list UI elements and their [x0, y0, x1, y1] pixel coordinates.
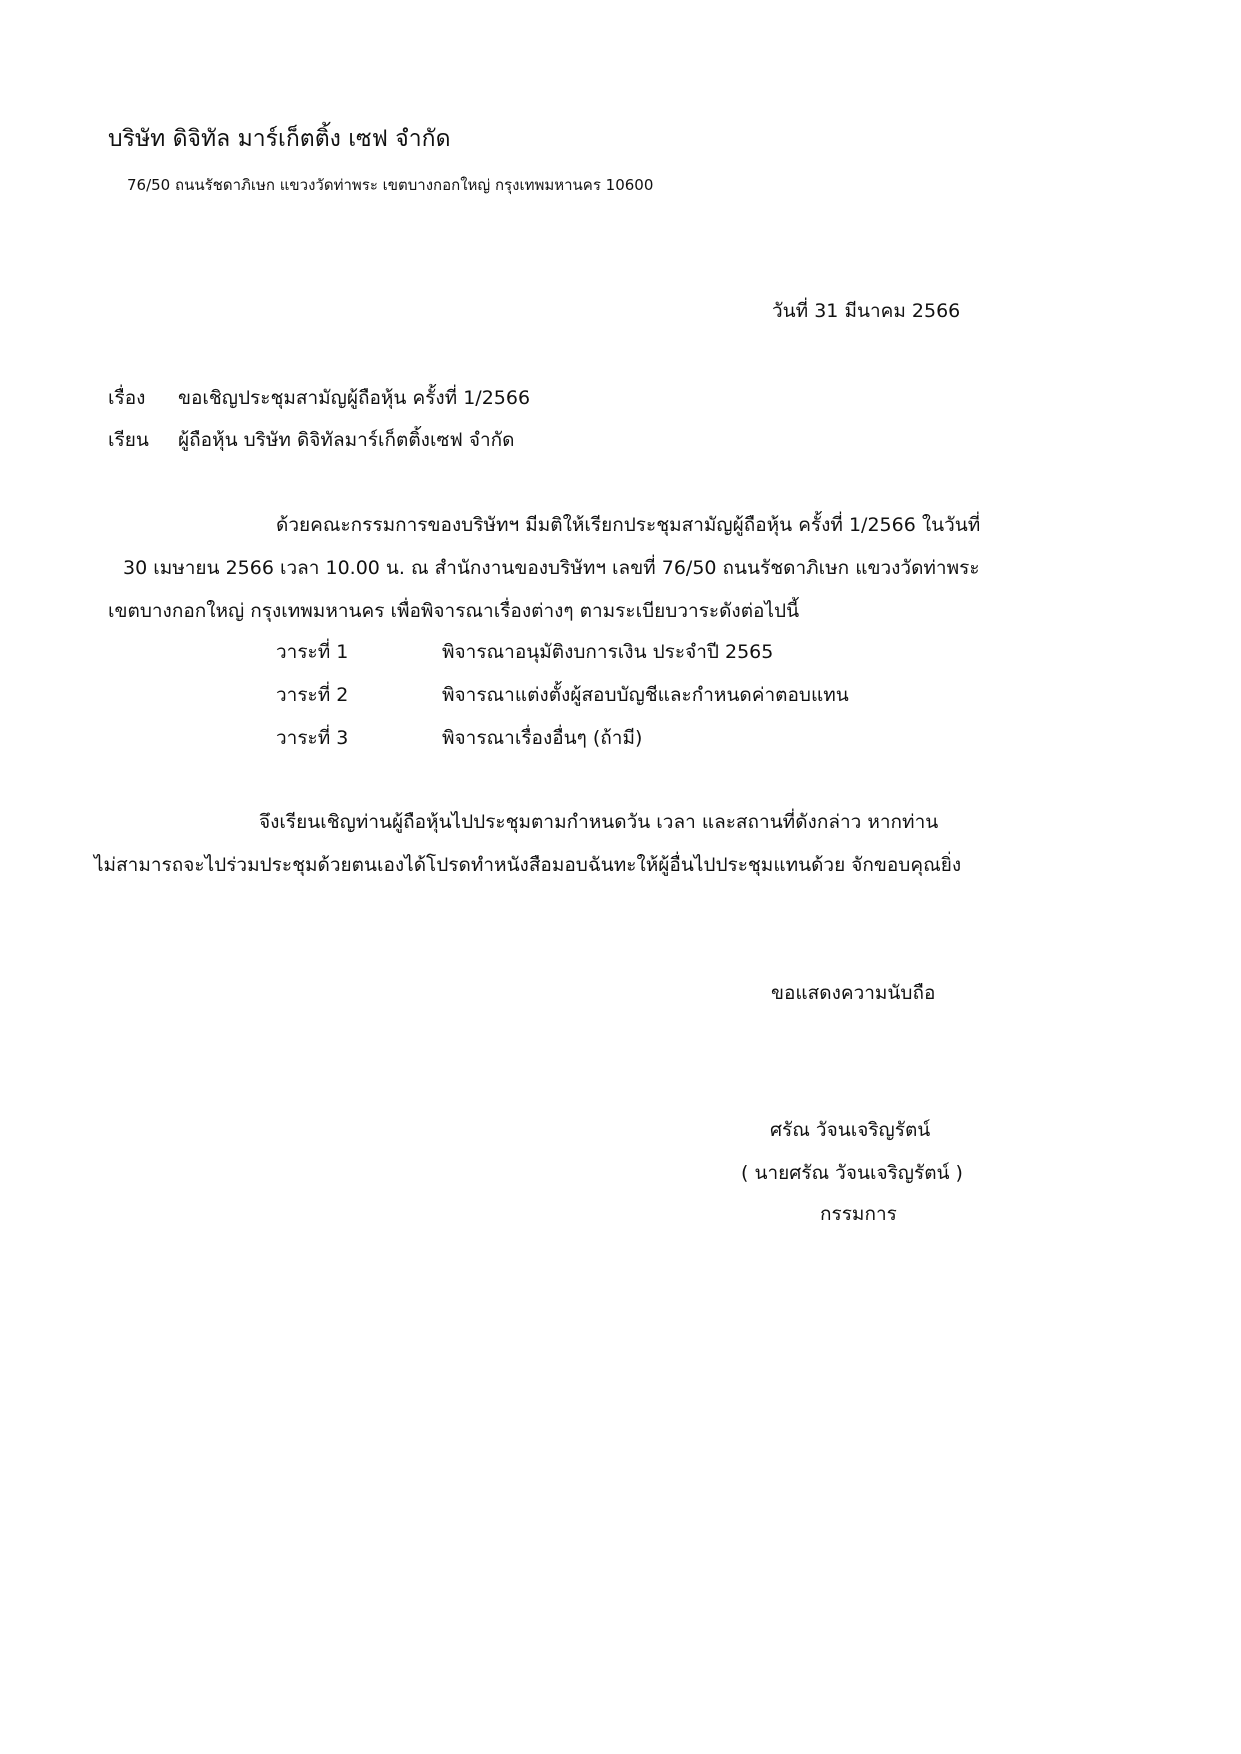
body-paragraph-line: เขตบางกอกใหญ่ กรุงเทพมหานคร เพื่อพิจารณาเรื่องต่างๆ ตามระเบียบวาระดังต่อไปนี้ — [108, 600, 800, 622]
subject-line — [108, 389, 530, 408]
company-address: 76/50 ถนนรัชดาภิเษก แขวงวัดท่าพระ เขตบางกอกใหญ่ กรุงเทพมหานคร 10600 — [127, 176, 654, 194]
addressee-text: ผู้ถือหุ้น บริษัท ดิจิทัลมาร์เก็ตติ้งเซฟ จำกัด — [178, 429, 515, 451]
agenda-text: พิจารณาอนุมัติงบการเงิน ประจำปี 2565 — [442, 641, 774, 663]
agenda-item — [276, 729, 642, 748]
agenda-text: พิจารณาแต่งตั้งผู้สอบบัญชีและกำหนดค่าตอบแทน — [442, 684, 849, 706]
agenda-number: วาระที่ 1 — [276, 641, 349, 663]
addressee-label: เรียน — [108, 429, 149, 451]
signer-full-name: ( นายศรัณ วัจนเจริญรัตน์ ) — [741, 1162, 963, 1184]
body-paragraph-line: ด้วยคณะกรรมการของบริษัทฯ มีมติให้เรียกประชุมสามัญผู้ถือหุ้น ครั้งที่ 1/2566 ในวันที่ — [276, 514, 981, 536]
body-paragraph-line: จึงเรียนเชิญท่านผู้ถือหุ้นไปประชุมตามกำหนดวัน เวลา และสถานที่ดังกล่าว หากท่าน — [259, 811, 939, 833]
agenda-item — [276, 643, 773, 662]
body-paragraph-line: 30 เมษายน 2566 เวลา 10.00 น. ณ สำนักงานของบริษัทฯ เลขที่ 76/50 ถนนรัชดาภิเษก แขวงวัดท่าพระ — [123, 557, 980, 579]
letter-date: วันที่ 31 มีนาคม 2566 — [772, 300, 961, 322]
subject-label: เรื่อง — [108, 387, 146, 409]
subject-text: ขอเชิญประชุมสามัญผู้ถือหุ้น ครั้งที่ 1/2566 — [178, 387, 531, 409]
closing-salutation: ขอแสดงความนับถือ — [771, 982, 936, 1004]
agenda-number: วาระที่ 3 — [276, 727, 349, 749]
addressee-line — [108, 431, 514, 450]
agenda-text: พิจารณาเรื่องอื่นๆ (ถ้ามี) — [442, 727, 643, 749]
company-name: บริษัท ดิจิทัล มาร์เก็ตติ้ง เซฟ จำกัด — [108, 126, 451, 152]
body-paragraph-line: ไม่สามารถจะไปร่วมประชุมด้วยตนเองได้โปรดทำหนังสือมอบฉันทะให้ผู้อื่นไปประชุมแทนด้วย จักขอบคุณยิ่ง — [94, 854, 962, 876]
signer-name: ศรัณ วัจนเจริญรัตน์ — [770, 1119, 931, 1141]
agenda-item — [276, 686, 849, 705]
signer-title: กรรมการ — [820, 1203, 897, 1225]
agenda-number: วาระที่ 2 — [276, 684, 349, 706]
